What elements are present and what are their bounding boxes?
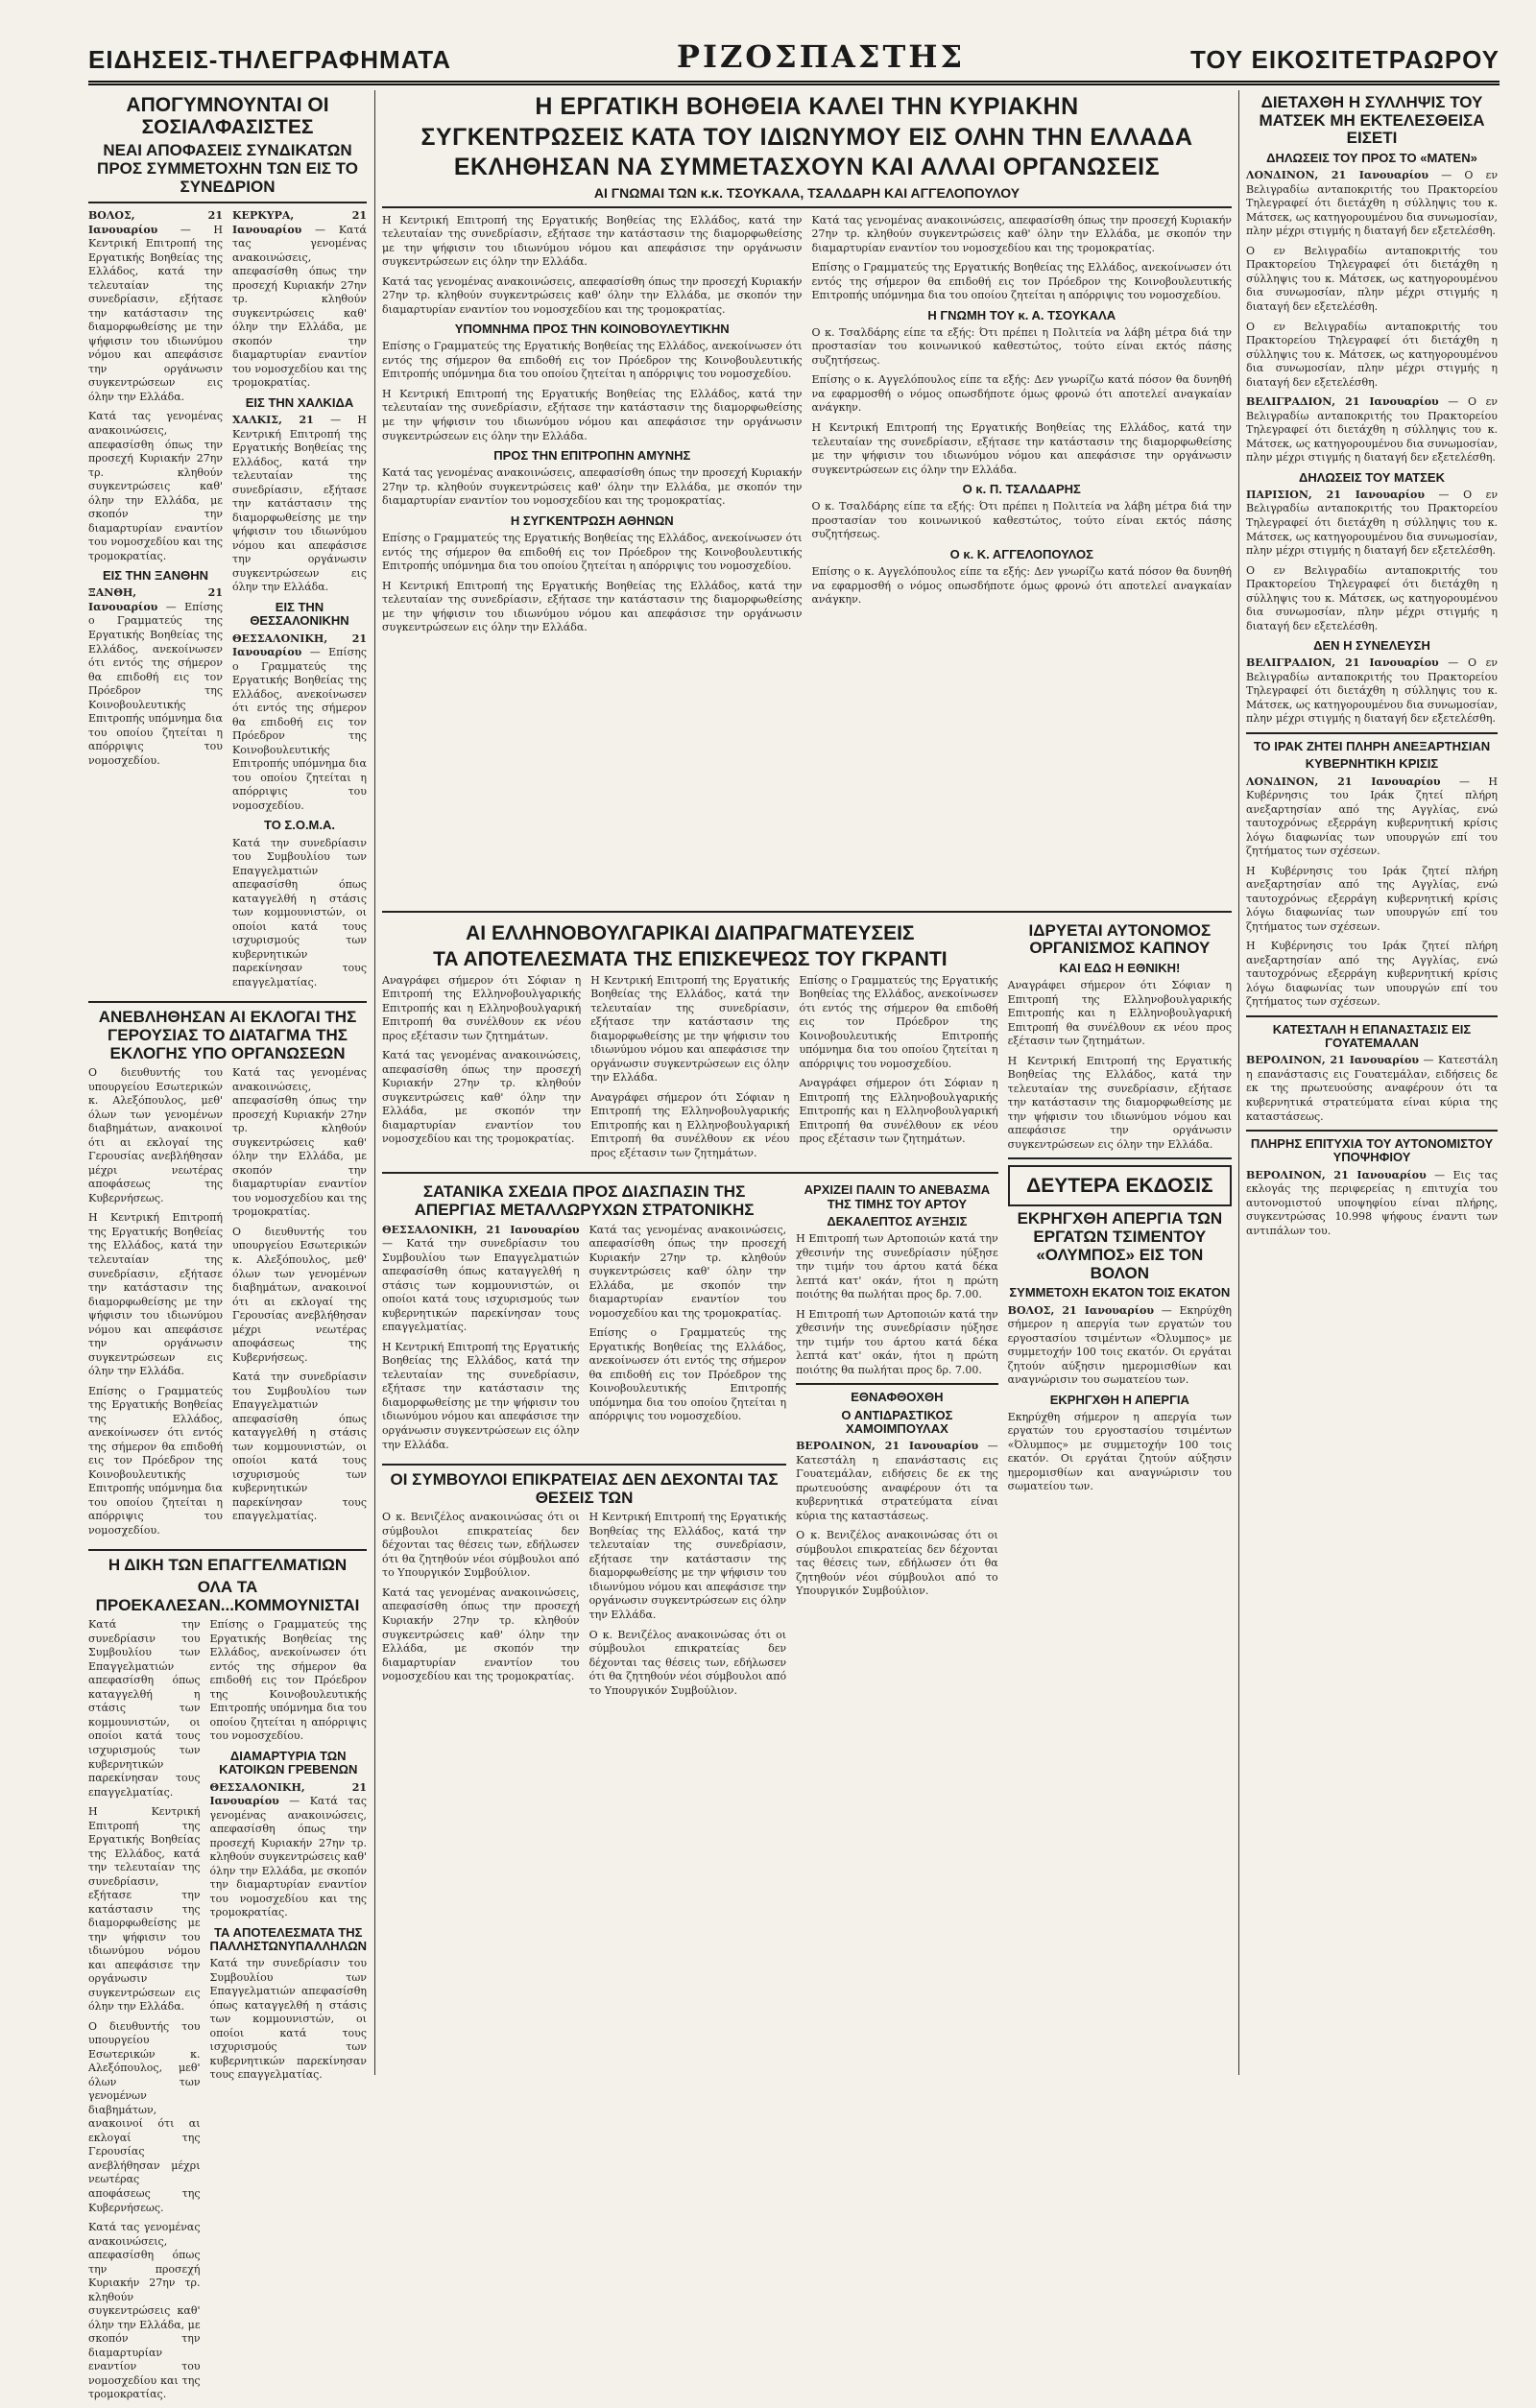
article-text: Αναγράφει σήμερον ότι Σόφιαν η Επιτροπή της Ελληνοβουλγαρικής Επιτροπής και η Ελληνοβουλγαρική Επιτροπή θα συνέλθουν εκ νέου προς εξέτασιν των ζητημάτων. [1007,979,1232,1048]
article-text: Επίσης ο Γραμματεύς της Εργατικής Βοηθείας της Ελλάδος, ανεκοίνωσεν ότι εντός της σήμερον θα επιδοθή εις τον Πρόεδρον της Κοινοβουλευτικής Επιτροπής υπόμνημα δια του οποίου ζητείται η απόρριψις του νομοσχεδίου. [88,1384,223,1537]
main-subheadline: ΑΙ ΓΝΩΜΑΙ ΤΩΝ κ.κ. ΤΣΟΥΚΑΛΑ, ΤΣΑΛΔΑΡΗ ΚΑΙ ΑΓΓΕΛΟΠΟΥΛΟΥ [593,184,1020,201]
subhead-results: ΤΑ ΑΠΟΤΕΛΕΣΜΑΤΑ ΤΗΣ ΠΑΛΛΗΣΤΩΝΥΠΑΛΛΗΛΩΝ [209,1924,367,1954]
article-text: Η Κυβέρνησις του Ιράκ ζητεί πλήρη ανεξαρτησίαν από της Αγγλίας, ενώ ταυτοχρόνως εξερράγη κυβερνητική κρίσις λόγω διαφωνίας των υπουργών επί του ζητήματος των σχέσεων. [1246,864,1498,933]
article-text: Κατά την συνεδρίασιν του Συμβουλίου των Επαγγελματιών απεφασίσθη όπως καταγγελθή η στάσις των κομμουνιστών, οι οποίοι κατά τους ισχυρισμούς των κυβερνητικών παρεκίνησαν τους επαγγελματίας. [232,836,367,989]
article-text: Η Κεντρική Επιτροπή της Εργατικής Βοηθείας της Ελλάδος, κατά την τελευταίαν της συνεδρίασιν, εξήτασε την κατάστασιν της διαμορφωθείσης με την ψήφισιν του ιδιωνύμου νόμου και απεφάσισε την οργάνωσιν συγκεντρώσεων εις όλην την Ελλάδα. [588,1511,787,1621]
divider [1008,1157,1232,1159]
divider [88,1549,367,1551]
article-text: Επίσης ο κ. Αγγελόπουλος είπε τα εξής: Δεν γνωρίζω κατά πόσον θα δυνηθή να εφαρμοσθή ο νόμος οπωσδήποτε όμως φρονώ ότι αποτελεί αναγκαίαν ανάγκην. [811,373,1232,415]
divider [796,1383,998,1385]
headline-grandi: ΤΑ ΑΠΟΤΕΛΕΣΜΑΤΑ ΤΗΣ ΕΠΙΣΚΕΨΕΩΣ ΤΟΥ ΓΚΡΑΝΤΙ [433,947,948,970]
headline-matsek-arrest: ΔΙΕΤΑΧΘΗ Η ΣΥΛΛΗΨΙΣ ΤΟΥ ΜΑΤΣΕΚ ΜΗ ΕΚΤΕΛΕΣΘΕΙΣΑ ΕΙΣΕΤΙ [1259,93,1485,148]
article-text: Εκηρύχθη σήμερον η απεργία των εργατών του εργοστασίου τσιμέντων «Όλυμπος» με συμμετοχήν 100 τοις εκατόν. Οι εργάται ζητούν αύξησιν ημερομισθίων και αναγνώρισιν του σωματείου των. [1007,1410,1232,1493]
main-headline-2: ΣΥΓΚΕΝΤΡΩΣΕΙΣ ΚΑΤΑ ΤΟΥ ΙΔΙΩΝΥΜΟΥ ΕΙΣ ΟΛΗΝ ΤΗΝ ΕΛΛΑΔΑ [420,123,1193,151]
subhead-matsek-statements: ΔΗΛΩΣΕΙΣ ΤΟΥ ΜΑΤΣΕΚ [1298,469,1445,485]
lower-center-split [382,1180,998,1704]
article-text: Επίσης ο Γραμματεύς της Εργατικής Βοηθείας της Ελλάδος, ανεκοίνωσεν ότι εντός της σήμερον θα επιδοθή εις τον Πρόεδρον της Κοινοβουλευτικής Επιτροπής υπόμνημα δια του οποίου ζητείται η απόρριψις του νομοσχεδίου. [382,340,803,381]
article-text: Κατά την συνεδρίασιν του Συμβουλίου των Επαγγελματιών απεφασίσθη όπως καταγγελθή η στάσις των κομμουνιστών, οι οποίοι κατά τους ισχυρισμούς των κυβερνητικών παρεκίνησαν τους επαγγελματίας. [209,1957,367,2082]
lower-center [382,918,1232,1705]
headline-council: ΟΙ ΣΥΜΒΟΥΛΟΙ ΕΠΙΚΡΑΤΕΙΑΣ ΔΕΝ ΔΕΧΟΝΤΑΙ ΤΑΣ ΘΕΣΕΙΣ ΤΩΝ [390,1470,779,1507]
headline-trial: Η ΔΙΚΗ ΤΩΝ ΕΠΑΓΓΕΛΜΑΤΙΩΝ [108,1556,348,1575]
article-text: Αναγράφει σήμερον ότι Σόφιαν η Επιτροπή της Ελληνοβουλγαρικής Επιτροπής και η Ελληνοβουλγαρική Επιτροπή θα συνέλθουν εκ νέου προς εξέτασιν των ζητημάτων. [590,1090,790,1159]
subhead-xanthi: ΕΙΣ ΤΗΝ ΞΑΝΘΗΝ [102,568,209,584]
article-text: ΛΟΝΔΙΝΟΝ, 21 Ιανουαρίου — Ο εν Βελιγραδίω ανταποκριτής του Πρακτορείου Τηλεγραφεί ότι διετάχθη η σύλληψις του κ. Μάτσεκ, ως κατηγορουμένου δια συνωμοσίαν, πλην μέχρι στιγμής η διαταγή δεν εξετελέσθη. [1246,169,1499,238]
article-text: Κατά τας γενομένας ανακοινώσεις, απεφασίσθη όπως την προσεχή Κυριακήν 27ην τρ. κληθούν συγκεντρώσεις καθ' όλην την Ελλάδα, με σκοπόν την διαμαρτυρίαν εναντίον του νομοσχεδίου και της τρομοκρατίας. [232,1066,367,1219]
subhead-tobacco: ΚΑΙ ΕΔΩ Η ΕΘΝΙΚΗ! [1059,960,1181,975]
article-text: Η Κεντρική Επιτροπή της Εργατικής Βοηθείας της Ελλάδος, κατά την τελευταίαν της συνεδρίασιν, εξήτασε την κατάστασιν της διαμορφωθείσης με την ψήφισιν του ιδιωνύμου νόμου και απεφάσισε την οργάνωσιν συγκεντρώσεων εις όλην την Ελλάδα. [382,1340,580,1451]
headline-cement: ΕΚΡΗΓΧΘΗ ΑΠΕΡΓΙΑ ΤΩΝ ΕΡΓΑΤΩΝ ΤΣΙΜΕΝΤΟΥ «ΟΛΥΜΠΟΣ» ΕΙΣ ΤΟΝ ΒΟΛΟΝ [1017,1209,1223,1282]
left-column [88,90,367,2401]
article-text: Η Επιτροπή των Αρτοποιών κατά την χθεσινήν της συνεδρίασιν ηύξησε την τιμήν του άρτου κατά δέκα λεπτά κατ' οκάν, ήτοι η πρώτη ποιότης θα πωλήται προς δρ. 7.00. [796,1232,998,1301]
article-text: Ο εν Βελιγραδίω ανταποκριτής του Πρακτορείου Τηλεγραφεί ότι διετάχθη η σύλληψις του κ. Μάτσεκ, ως κατηγορουμένου δια συνωμοσίαν, πλην μέχρι στιγμής η διαταγή δεν εξετελέσθη. [1246,244,1498,313]
headline-guatemala: ΚΑΤΕΣΤΑΛΗ Η ΕΠΑΝΑΣΤΑΣΙΣ ΕΙΣ ΓΟΥΑΤΕΜΑΛΑΝ [1272,1021,1472,1051]
main-headline: Η ΕΡΓΑΤΙΚΗ ΒΟΗΘΕΙΑ ΚΑΛΕΙ ΤΗΝ ΚΥΡΙΑΚΗΝ [535,93,1079,120]
section-subtitle: ΤΟΥ ΕΙΚΟΣΙΤΕΤΡΑΩΡΟΥ [1190,45,1500,74]
headline-socialfascists: ΑΠΟΓΥΜΝΟΥΝΤΑΙ ΟΙ ΣΟΣΙΑΛΦΑΣΙΣΤΕΣ [126,94,329,139]
article-text: Η Κεντρική Επιτροπή της Εργατικής Βοηθείας της Ελλάδος, κατά την τελευταίαν της συνεδρίασιν, εξήτασε την κατάστασιν της διαμορφωθείσης με την ψήφισιν του ιδιωνύμου νόμου και απεφάσισε την οργάνωσιν συγκεντρώσεων εις όλην την Ελλάδα. [1007,1054,1232,1151]
article-text: Κατά τας γενομένας ανακοινώσεις, απεφασίσθη όπως την προσεχή Κυριακήν 27ην τρ. κληθούν συγκεντρώσεις καθ' όλην την Ελλάδα, με σκοπόν την διαμαρτυρίαν εναντίον του νομοσχεδίου και της τρομοκρατίας. [382,1049,582,1146]
article-text: Ο διευθυντής του υπουργείου Εσωτερικών κ. Αλεξόπουλος, μεθ' όλων των γενομένων διαβημάτων, ανακοινοί ότι αι εκλογαί της Γερουσίας ανεβλήθησαν μέχρι νεωτέρας αποφάσεως της Κυβερνήσεως. [232,1225,367,1364]
article-text: Η Κεντρική Επιτροπή της Εργατικής Βοηθείας της Ελλάδος, κατά την τελευταίαν της συνεδρίασιν, εξήτασε την κατάστασιν της διαμορφωθείσης με την ψήφισιν του ιδιωνύμου νόμου και απεφάσισε την οργάνωσιν συγκεντρώσεων εις όλην την Ελλάδα. [382,387,803,442]
article-text: ΘΕΣΣΑΛΟΝΙΚΗ, 21 Ιανουαρίου — Επίσης ο Γραμματεύς της Εργατικής Βοηθείας της Ελλάδος, ανεκοίνωσεν ότι εντός της σήμερον θα επιδοθή εις τον Πρόεδρον της Κοινοβουλευτικής Επιτροπής υπόμνημα δια του οποίου ζητείται η απόρριψις του νομοσχεδίου. [232,632,367,812]
headline-negotiations: ΑΙ ΕΛΛΗΝΟΒΟΥΛΓΑΡΙΚΑΙ ΔΙΑΠΡΑΓΜΑΤΕΥΣΕΙΣ [466,921,915,944]
subhead-defense: ΠΡΟΣ ΤΗΝ ΕΠΙΤΡΟΠΗΝ ΑΜΥΝΗΣ [493,448,691,464]
subhead-strike: ΕΚΡΗΓΧΘΗ Η ΑΠΕΡΓΙΑ [1049,1392,1189,1407]
article-text: Ο διευθυντής του υπουργείου Εσωτερικών κ. Αλεξόπουλος, μεθ' όλων των γενομένων διαβημάτων, ανακοινοί ότι αι εκλογαί της Γερουσίας ανεβλήθησαν μέχρι νεωτέρας αποφάσεως της Κυβερνήσεως. [88,1066,223,1204]
article-text: ΛΟΝΔΙΝΟΝ, 21 Ιανουαρίου — Η Κυβέρνησις του Ιράκ ζητεί πλήρη ανεξαρτησίαν από της Αγγλίας, ενώ ταυτοχρόνως εξερράγη κυβερνητική κρίσις λόγω διαφωνίας των υπουργών επί του ζητήματος των σχέσεων. [1246,775,1498,858]
subhead-cement: ΣΥΜΜΕΤΟΧΗ ΕΚΑΤΟΝ ΤΟΙΣ ΕΚΑΤΟΝ [1009,1285,1231,1300]
right-column [1246,90,1498,2075]
article-unions [88,209,367,995]
main-headline-3: ΕΚΛΗΘΗΣΑΝ ΝΑ ΣΥΜΜΕΤΑΣΧΟΥΝ ΚΑΙ ΑΛΛΑΙ ΟΡΓΑΝΩΣΕΙΣ [453,154,1161,180]
headline-tobacco: ΙΔΡΥΕΤΑΙ ΑΥΤΟΝΟΜΟΣ ΟΡΓΑΝΙΣΜΟΣ ΚΑΠΝΟΥ [1028,920,1212,958]
subhead-memo: ΥΠΟΜΝΗΜΑ ΠΡΟΣ ΤΗΝ ΚΟΙΝΟΒΟΥΛΕΥΤΙΚΗΝ [454,322,730,337]
section-title: ΕΙΔΗΣΕΙΣ-ΤΗΛΕΓΡΑΦΗΜΑΤΑ [88,45,452,74]
divider [382,206,1232,208]
article-text: Κατά τας γενομένας ανακοινώσεις, απεφασίσθη όπως την προσεχή Κυριακήν 27ην τρ. κληθούν συγκεντρώσεις καθ' όλην την Ελλάδα, με σκοπόν την διαμαρτυρίαν εναντίον του νομοσχεδίου και της τρομοκρατίας. [88,2221,201,2401]
article-text: Επίσης ο κ. Αγγελόπουλος είπε τα εξής: Δεν γνωρίζω κατά πόσον θα δυνηθή να εφαρμοσθή ο νόμος οπωσδήποτε όμως φρονώ ότι αποτελεί αναγκαίαν ανάγκην. [811,565,1232,607]
headline-autonomist: ΠΛΗΡΗΣ ΕΠΙΤΥΧΙΑ ΤΟΥ ΑΥΤΟΝΟΜΙΣΤΟΥ ΥΠΟΨΗΦΙΟΥ [1250,1136,1494,1165]
subhead-athens: Η ΣΥΓΚΕΝΤΡΩΣΗ ΑΘΗΝΩΝ [510,513,674,528]
article-text: Κατά την συνεδρίασιν του Συμβουλίου των Επαγγελματιών απεφασίσθη όπως καταγγελθή η στάσις των κομμουνιστών, οι οποίοι κατά τους ισχυρισμούς των κυβερνητικών παρεκίνησαν τους επαγγελματίας. [88,1618,201,1799]
subhead-tsoukala: Η ΓΝΩΜΗ ΤΟΥ κ. Α. ΤΣΟΥΚΑΛΑ [927,307,1116,322]
article-text: Η Κεντρική Επιτροπή της Εργατικής Βοηθείας της Ελλάδος, κατά την τελευταίαν της συνεδρίασιν, εξήτασε την κατάστασιν της διαμορφωθείσης με την ψήφισιν του ιδιωνύμου νόμου και απεφάσισε την οργάνωσιν συγκεντρώσεων εις όλην την Ελλάδα. [382,213,803,269]
column-rule [374,90,375,2075]
subhead-chalkida: ΕΙΣ ΤΗΝ ΧΑΛΚΙΔΑ [245,394,354,410]
divider [88,202,367,203]
article-text: ΒΕΡΟΛΙΝΟΝ, 21 Ιανουαρίου — Εις τας εκλογάς της περιφερείας η επιτυχία του αυτονομιστού υποψηφίου είναι πλήρης, συγκεντρώσας 10.998 ψήφους έναντι των αντιπάλων του. [1246,1168,1498,1237]
article-text: ΠΑΡΙΣΙΟΝ, 21 Ιανουαρίου — Ο εν Βελιγραδίω ανταποκριτής του Πρακτορείου Τηλεγραφεί ότι διετάχθη η σύλληψις του κ. Μάτσεκ, ως κατηγορουμένου δια συνωμοσίαν, πλην μέχρι στιγμής η διαταγή δεν εξετελέσθη. [1246,488,1499,558]
article-text: Κατά τας γενομένας ανακοινώσεις, απεφασίσθη όπως την προσεχή Κυριακήν 27ην τρ. κληθούν συγκεντρώσεις καθ' όλην την Ελλάδα, με σκοπόν την διαμαρτυρίαν εναντίον του νομοσχεδίου και της τρομοκρατίας. [382,1585,580,1683]
article-text: Επίσης ο Γραμματεύς της Εργατικής Βοηθείας της Ελλάδος, ανεκοίνωσεν ότι εντός της σήμερον θα επιδοθή εις τον Πρόεδρον της Κοινοβουλευτικής Επιτροπής υπόμνημα δια του οποίου ζητείται η απόρριψις του νομοσχεδίου. [811,261,1232,302]
newspaper-title: ΡΙΖΟΣΠΑΣΤΗΣ [676,38,966,75]
headline-trial-communists: ΟΛΑ ΤΑ ΠΡΟΕΚΑΛΕΣΑΝ...ΚΟΜΜΟΥΝΙΣΤΑΙ [95,1577,360,1614]
article-trial [88,1618,367,2407]
article-text: Κατά τας γενομένας ανακοινώσεις, απεφασίσθη όπως την προσεχή Κυριακήν 27ην τρ. κληθούν συγκεντρώσεις καθ' όλην την Ελλάδα, με σκοπόν την διαμαρτυρίαν εναντίον του νομοσχεδίου και της τρομοκρατίας. [382,466,803,508]
subhead-meeting: ΔΕΝ Η ΣΥΝΕΛΕΥΣΗ [1313,638,1430,654]
article-satanic [382,1224,786,1458]
headline-satanic: ΣΑΤΑΝΙΚΑ ΣΧΕΔΙΑ ΠΡΟΣ ΔΙΑΣΠΑΣΙΝ ΤΗΣ ΑΠΕΡΓΙΑΣ ΜΕΤΑΛΛΩΡΥΧΩΝ ΣΤΡΑΤΟΝΙΚΗΣ [414,1182,755,1220]
article-council [382,1511,786,1704]
article-text: Επίσης ο Γραμματεύς της Εργατικής Βοηθείας της Ελλάδος, ανεκοίνωσεν ότι εντός της σήμερον θα επιδοθή εις τον Πρόεδρον της Κοινοβουλευτικής Επιτροπής υπόμνημα δια του οποίου ζητείται η απόρριψις του νομοσχεδίου. [588,1326,787,1423]
article-text: Η Κυβέρνησις του Ιράκ ζητεί πλήρη ανεξαρτησίαν από της Αγγλίας, ενώ ταυτοχρόνως εξερράγη κυβερνητική κρίσις λόγω διαφωνίας των υπουργών επί του ζητήματος των σχέσεων. [1246,940,1498,1009]
article-elections [88,1066,367,1543]
headline-senate-elections: ΑΝΕΒΛΗΘΗΣΑΝ ΑΙ ΕΚΛΟΓΑΙ ΤΗΣ ΓΕΡΟΥΣΙΑΣ ΤΟ ΔΙΑΤΑΓΜΑ ΤΗΣ ΕΚΛΟΓΗΣ ΥΠΟ ΟΡΓΑΝΩΣΕΩΝ [98,1008,357,1062]
divider [382,1172,998,1174]
article-main [382,214,1232,905]
article-text: Η Κεντρική Επιτροπή της Εργατικής Βοηθείας της Ελλάδος, κατά την τελευταίαν της συνεδρίασιν, εξήτασε την κατάστασιν της διαμορφωθείσης με την ψήφισιν του ιδιωνύμου νόμου και απεφάσισε την οργάνωσιν συγκεντρώσεων εις όλην την Ελλάδα. [88,1211,223,1378]
article-text: ΒΕΡΟΛΙΝΟΝ, 21 Ιανουαρίου — Κατεστάλη η επανάστασις εις Γουατεμάλαν, ειδήσεις δε εκ της πρωτευούσης αναφέρουν ότι τα κυβερνητικά στρατεύματα είναι κύρια της καταστάσεως. [1246,1054,1498,1123]
divider [382,911,1232,913]
article-text: Ο κ. Τσαλδάρης είπε τα εξής: Ότι πρέπει η Πολιτεία να λάβη μέτρα διά την προστασίαν του κοινωνικού καθεστώτος, τούτο είναι εκτός πάσης συζητήσεως. [811,325,1232,367]
subhead-protest: ΔΙΑΜΑΡΤΥΡΙΑ ΤΩΝ ΚΑΤΟΙΚΩΝ ΓΡΕΒΕΝΩΝ [219,1749,358,1777]
divider [382,1464,786,1466]
article-text: Επίσης ο Γραμματεύς της Εργατικής Βοηθείας της Ελλάδος, ανεκοίνωσεν ότι εντός της σήμερον θα επιδοθή εις τον Πρόεδρον της Κοινοβουλευτικής Επιτροπής υπόμνημα δια του οποίου ζητείται η απόρριψις του νομοσχεδίου. [382,532,803,573]
article-text: Κατά τας γενομένας ανακοινώσεις, απεφασίσθη όπως την προσεχή Κυριακήν 27ην τρ. κληθούν συγκεντρώσεις καθ' όλην την Ελλάδα, με σκοπόν την διαμαρτυρίαν εναντίον του νομοσχεδίου και της τρομοκρατίας. [88,410,223,562]
subhead-tsaldaris: Ο κ. Π. ΤΣΑΛΔΑΡΗΣ [962,482,1081,497]
subhead-crisis: ΚΥΒΕΡΝΗΤΙΚΗ ΚΡΙΣΙΣ [1305,756,1439,772]
subhead-soma: ΤΟ Σ.Ο.Μ.Α. [263,818,335,833]
column-rule [1238,90,1239,2075]
masthead [88,40,1500,85]
article-text: Επίσης ο Γραμματεύς της Εργατικής Βοηθείας της Ελλάδος, ανεκοίνωσεν ότι εντός της σήμερον θα επιδοθή εις τον Πρόεδρον της Κοινοβουλευτικής Επιτροπής υπόμνημα δια του οποίου ζητείται η απόρριψις του νομοσχεδίου. [799,973,998,1070]
divider [1246,732,1498,734]
divider [88,1001,367,1003]
article-text: ΘΕΣΣΑΛΟΝΙΚΗ, 21 Ιανουαρίου — Κατά τας γενομένας ανακοινώσεις, απεφασίσθη όπως την προσεχή Κυριακήν 27ην τρ. κληθούν συγκεντρώσεις καθ' όλην την Ελλάδα, με σκοπόν την διαμαρτυρίαν εναντίον του νομοσχεδίου και της τρομοκρατίας. [209,1780,367,1919]
article-text: ΒΟΛΟΣ, 21 Ιανουαρίου — Εκηρύχθη σήμερον η απεργία των εργατών του εργοστασίου τσιμέντων «Όλυμπος» με συμμετοχήν 100 τοις εκατόν. Οι εργάται ζητούν αύξησιν ημερομισθίων και αναγνώρισιν του σωματείου των. [1007,1303,1232,1387]
article-text: ΒΕΡΟΛΙΝΟΝ, 21 Ιανουαρίου — Κατεστάλη η επανάστασις εις Γουατεμάλαν, ειδήσεις δε εκ της πρωτευούσης αναφέρουν ότι τα κυβερνητικά στρατεύματα είναι κύρια της καταστάσεως. [796,1440,998,1522]
article-text: Κατά τας γενομένας ανακοινώσεις, απεφασίσθη όπως την προσεχή Κυριακήν 27ην τρ. κληθούν συγκεντρώσεις καθ' όλην την Ελλάδα, με σκοπόν την διαμαρτυρίαν εναντίον του νομοσχεδίου και της τρομοκρατίας. [811,213,1232,254]
article-text: ΒΕΛΙΓΡΑΔΙΟΝ, 21 Ιανουαρίου — Ο εν Βελιγραδίω ανταποκριτής του Πρακτορείου Τηλεγραφεί ότι διετάχθη η σύλληψις του κ. Μάτσεκ, ως κατηγορουμένου δια συνωμοσίαν, πλην μέχρι στιγμής η διαταγή δεν εξετελέσθη. [1246,395,1498,465]
article-text: Αναγράφει σήμερον ότι Σόφιαν η Επιτροπή της Ελληνοβουλγαρικής Επιτροπής και η Ελληνοβουλγαρική Επιτροπή θα συνέλθουν εκ νέου προς εξέτασιν των ζητημάτων. [799,1077,998,1146]
article-text: Η Επιτροπή των Αρτοποιών κατά την χθεσινήν της συνεδρίασιν ηύξησε την τιμήν του άρτου κατά δέκα λεπτά κατ' οκάν, ήτοι η πρώτη ποιότης θα πωλήται προς δρ. 7.00. [796,1307,998,1376]
article-text: Κατά τας γενομένας ανακοινώσεις, απεφασίσθη όπως την προσεχή Κυριακήν 27ην τρ. κληθούν συγκεντρώσεις καθ' όλην την Ελλάδα, με σκοπόν την διαμαρτυρίαν εναντίον του νομοσχεδίου και της τρομοκρατίας. [382,274,803,316]
divider [1246,1130,1498,1132]
article-text: Η Κεντρική Επιτροπή της Εργατικής Βοηθείας της Ελλάδος, κατά την τελευταίαν της συνεδρίασιν, εξήτασε την κατάστασιν της διαμορφωθείσης με την ψήφισιν του ιδιωνύμου νόμου και απεφάσισε την οργάνωσιν συγκεντρώσεων εις όλην την Ελλάδα. [382,579,803,634]
headline-sabotage: ΕΘΝΑΦΘΟΧΘΗ [851,1390,944,1405]
article-text: ΞΑΝΘΗ, 21 Ιανουαρίου — Επίσης ο Γραμματεύς της Εργατικής Βοηθείας της Ελλάδος, ανεκοίνωσεν ότι εντός της σήμερον θα επιδοθή εις τον Πρόεδρον της Κοινοβουλευτικής Επιτροπής υπόμνημα δια του οποίου ζητείται η απόρριψις του νομοσχεδίου. [88,586,223,767]
article-text: Κατά τας γενομένας ανακοινώσεις, απεφασίσθη όπως την προσεχή Κυριακήν 27ην τρ. κληθούν συγκεντρώσεις καθ' όλην την Ελλάδα, με σκοπόν την διαμαρτυρίαν εναντίον του νομοσχεδίου και της τρομοκρατίας. [588,1223,787,1320]
article-text: Ο κ. Βενιζέλος ανακοινώσας ότι οι σύμβουλοι επικρατείας δεν δέχονται τας θέσεις των, εδήλωσεν ότι θα ζητηθούν νέοι σύμβουλοι από το Υπουργικόν Συμβούλιον. [382,1511,580,1580]
center-column [382,90,1232,2075]
divider [1246,1015,1498,1017]
subhead-sabotage: Ο ΑΝΤΙΔΡΑΣΤΙΚΟΣ ΧΑΜΟΙΜΠΟΥΛΑΧ [841,1407,953,1437]
article-text: Η Κεντρική Επιτροπή της Εργατικής Βοηθείας της Ελλάδος, κατά την τελευταίαν της συνεδρίασιν, εξήτασε την κατάστασιν της διαμορφωθείσης με την ψήφισιν του ιδιωνύμου νόμου και απεφάσισε την οργάνωσιν συγκεντρώσεων εις όλην την Ελλάδα. [88,1805,201,2014]
article-text: Επίσης ο Γραμματεύς της Εργατικής Βοηθείας της Ελλάδος, ανεκοίνωσεν ότι εντός της σήμερον θα επιδοθή εις τον Πρόεδρον της Κοινοβουλευτικής Επιτροπής υπόμνημα δια του οποίου ζητείται η απόρριψις του νομοσχεδίου. [209,1618,367,1743]
headline-irak: ΤΟ ΙΡΑΚ ΖΗΤΕΙ ΠΛΗΡΗ ΑΝΕΞΑΡΤΗΣΙΑΝ [1253,739,1491,753]
article-text: Ο εν Βελιγραδίω ανταποκριτής του Πρακτορείου Τηλεγραφεί ότι διετάχθη η σύλληψις του κ. Μάτσεκ, ως κατηγορουμένου δια συνωμοσίαν, πλην μέχρι στιγμής η διαταγή δεν εξετελέσθη. [1246,563,1498,632]
article-text: Ο εν Βελιγραδίω ανταποκριτής του Πρακτορείου Τηλεγραφεί ότι διετάχθη η σύλληψις του κ. Μάτσεκ, ως κατηγορουμένου δια συνωμοσίαν, πλην μέχρι στιγμής η διαταγή δεν εξετελέσθη. [1246,320,1498,389]
article-negotiations [382,974,998,1167]
article-text: Ο κ. Τσαλδάρης είπε τα εξής: Ότι πρέπει η Πολιτεία να λάβη μέτρα διά την προστασίαν του κοινωνικού καθεστώτος, τούτο είναι εκτός πάσης συζητήσεως. [811,500,1232,541]
article-text: Η Κεντρική Επιτροπή της Εργατικής Βοηθείας της Ελλάδος, κατά την τελευταίαν της συνεδρίασιν, εξήτασε την κατάστασιν της διαμορφωθείσης με την ψήφισιν του ιδιωνύμου νόμου και απεφάσισε την οργάνωσιν συγκεντρώσεων εις όλην την Ελλάδα. [811,420,1232,476]
article-text: Αναγράφει σήμερον ότι Σόφιαν η Επιτροπή της Ελληνοβουλγαρικής Επιτροπής και η Ελληνοβουλγαρική Επιτροπή θα συνέλθουν εκ νέου προς εξέτασιν των ζητημάτων. [382,973,582,1042]
subhead-aggelopoulos: Ο κ. Κ. ΑΓΓΕΛΟΠΟΥΛΟΣ [949,546,1093,561]
article-text: ΚΕΡΚΥΡΑ, 21 Ιανουαρίου — Κατά τας γενομένας ανακοινώσεις, απεφασίσθη όπως την προσεχή Κυριακήν 27ην τρ. κληθούν συγκεντρώσεις καθ' όλην την Ελλάδα, με σκοπόν την διαμαρτυρίαν εναντίον του νομοσχεδίου και της τρομοκρατίας. [232,209,367,390]
article-text: ΘΕΣΣΑΛΟΝΙΚΗ, 21 Ιανουαρίου — Κατά την συνεδρίασιν του Συμβουλίου των Επαγγελματιών απεφασίσθη όπως καταγγελθή η στάσις των κομμουνιστών, οι οποίοι κατά τους ισχυρισμούς των κυβερνητικών παρεκίνησαν τους επαγγελματίας. [382,1223,580,1334]
headline-bread: ΑΡΧΙΖΕΙ ΠΑΛΙΝ ΤΟ ΑΝΕΒΑΣΜΑ ΤΗΣ ΤΙΜΗΣ ΤΟΥ ΑΡΤΟΥ [804,1182,991,1211]
article-text: Κατά την συνεδρίασιν του Συμβουλίου των Επαγγελματιών απεφασίσθη όπως καταγγελθή η στάσις των κομμουνιστών, οι οποίοι κατά τους ισχυρισμούς των κυβερνητικών παρεκίνησαν τους επαγγελματίας. [232,1371,367,1523]
headline-unions: ΝΕΑΙ ΑΠΟΦΑΣΕΙΣ ΣΥΝΔΙΚΑΤΩΝ ΠΡΟΣ ΣΥΜΜΕΤΟΧΗΝ ΤΩΝ ΕΙΣ ΤΟ ΣΥΝΕΔΡΙΟΝ [97,141,358,196]
subhead-bread: ΔΕΚΑΛΕΠΤΟΣ ΑΥΞΗΣΙΣ [827,1213,968,1228]
second-edition-box [1008,1165,1232,1206]
article-text: Ο κ. Βενιζέλος ανακοινώσας ότι οι σύμβουλοι επικρατείας δεν δέχονται τας θέσεις των, εδήλωσεν ότι θα ζητηθούν νέοι σύμβουλοι από το Υπουργικόν Συμβούλιον. [796,1529,998,1598]
article-text: Ο διευθυντής του υπουργείου Εσωτερικών κ. Αλεξόπουλος, μεθ' όλων των γενομένων διαβημάτων, ανακοινοί ότι αι εκλογαί της Γερουσίας ανεβλήθησαν μέχρι νεωτέρας αποφάσεως της Κυβερνήσεως. [88,2019,201,2214]
article-text: Η Κεντρική Επιτροπή της Εργατικής Βοηθείας της Ελλάδος, κατά την τελευταίαν της συνεδρίασιν, εξήτασε την κατάστασιν της διαμορφωθείσης με την ψήφισιν του ιδιωνύμου νόμου και απεφάσισε την οργάνωσιν συγκεντρώσεων εις όλην την Ελλάδα. [590,973,790,1085]
subhead-matsek: ΔΗΛΩΣΕΙΣ ΤΟΥ ΠΡΟΣ ΤΟ «ΜΑΤΕΝ» [1266,151,1477,166]
article-text: Ο κ. Βενιζέλος ανακοινώσας ότι οι σύμβουλοι επικρατείας δεν δέχονται τας θέσεις των, εδήλωσεν ότι θα ζητηθούν νέοι σύμβουλοι από το Υπουργικόν Συμβούλιον. [588,1628,787,1697]
article-text: ΧΑΛΚΙΣ, 21 — Η Κεντρική Επιτροπή της Εργατικής Βοηθείας της Ελλάδος, κατά την τελευταίαν της συνεδρίασιν, εξήτασε την κατάστασιν της διαμορφωθείσης με την ψήφισιν του ιδιωνύμου νόμου και απεφάσισε την οργάνωσιν συγκεντρώσεων εις όλην την Ελλάδα. [232,414,367,594]
article-text: ΒΕΛΙΓΡΑΔΙΟΝ, 21 Ιανουαρίου — Ο εν Βελιγραδίω ανταποκριτής του Πρακτορείου Τηλεγραφεί ότι διετάχθη η σύλληψις του κ. Μάτσεκ, ως κατηγορουμένου δια συνωμοσίαν, πλην μέχρι στιγμής η διαταγή δεν εξετελέσθη. [1246,656,1498,726]
article-text: ΒΟΛΟΣ, 21 Ιανουαρίου — Η Κεντρική Επιτροπή της Εργατικής Βοηθείας της Ελλάδος, κατά την τελευταίαν της συνεδρίασιν, εξήτασε την κατάστασιν της διαμορφωθείσης με την ψήφισιν του ιδιωνύμου νόμου και απεφάσισε την οργάνωσιν συγκεντρώσεων εις όλην την Ελλάδα. [88,209,223,403]
subhead-thessaloniki: ΕΙΣ ΤΗΝ ΘΕΣΣΑΛΟΝΙΚΗΝ [250,599,349,629]
headline-second-edition: ΔΕΥΤΕΡΑ ΕΚΔΟΣΙΣ [1026,1175,1213,1198]
